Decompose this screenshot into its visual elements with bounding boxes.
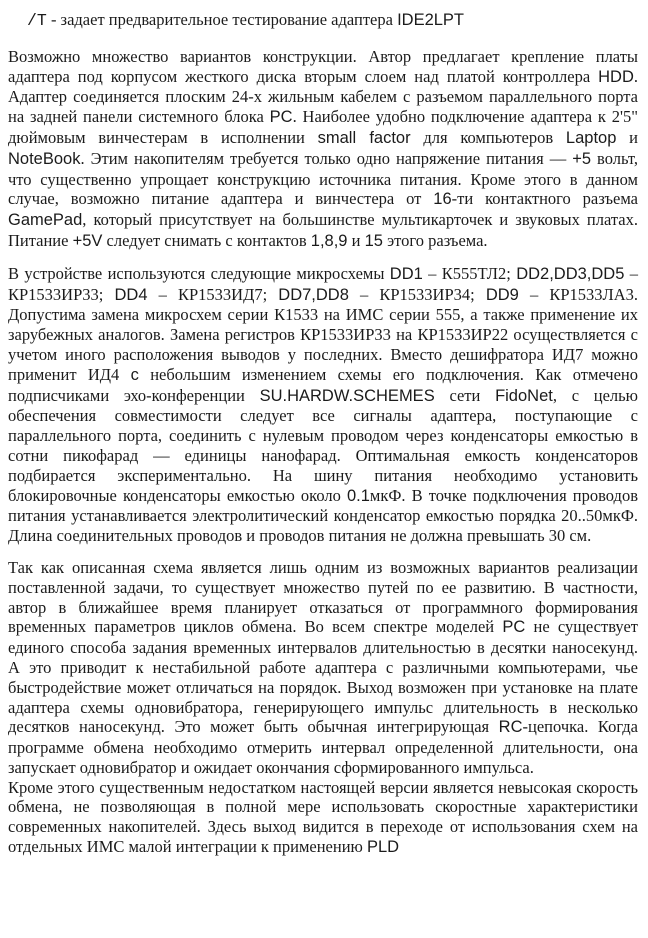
- text-run-serif: – КР1533ЛА3. Допустима замена микросхем серии К1533 на ИМС серии 555, а также применение их зарубежных аналогов. Замена регистров КР1533ИР33 на КР1533ИР22 осуществляется с учетом иного расположения выводов у последних. Вместо дешифратора ИД7 можно применит ИД4: [8, 284, 639, 384]
- text-run-serif: сети: [434, 385, 496, 405]
- text-run-sans: PLD: [366, 838, 400, 857]
- paragraph-speed-limitations: [8, 778, 638, 858]
- text-run-serif: небольшим изменением схемы его подключения. Как отмечено подписчиками эхо-конференции: [8, 364, 639, 405]
- paragraph-chip-list: [8, 264, 638, 546]
- text-run-sans: DD7,DD8: [278, 285, 349, 304]
- text-run-serif: не существует единого способа задания временных интервалов длительностью в десятки наносекунд. А это приводит к нестабильной работе адаптера с различными компьютерами, чье быстродействие может отличаться на порядок. Выход возможен при установке на плате адаптера схемы одновибратора, генерирующего импульс длительность в несколько десятков наносекунд. Это может быть обычная интегрирующая: [8, 617, 638, 737]
- text-run-serif: следует снимать с контактов: [102, 230, 311, 250]
- text-run-serif: – КР1533ИР34;: [348, 284, 486, 304]
- text-run-sans: 0.1: [346, 486, 370, 505]
- text-run-serif: и: [616, 127, 638, 147]
- text-run-serif: Так как описанная схема является лишь одним из возможных вариантов реализации поставленной задачи, то существует множество путей по ее развитию. В частности, автор в ближайшее время планирует отказаться от программного формирования временных параметров циклов обмена. Во всем спектре моделей: [8, 557, 638, 637]
- text-run-serif: вольт, что существенно упрощает конструкцию источника питания. Кроме этого в данном случае, возможно питание адаптера и винчестера от: [8, 148, 638, 209]
- text-run-serif: - задает предварительное тестирование адаптера: [46, 10, 398, 29]
- text-run-sans: +5V: [72, 231, 103, 250]
- text-run-serif: В устройстве используются следующие микросхемы: [8, 263, 390, 283]
- switch-description-line: [8, 10, 638, 31]
- text-run-sans: RC: [498, 718, 523, 737]
- paragraph-future-development: [8, 558, 638, 778]
- text-run-sans: PC: [502, 618, 526, 637]
- text-run-sans: PC: [269, 108, 293, 127]
- text-run-serif: для компьютеров: [410, 127, 566, 147]
- text-run-sans: 16: [433, 190, 452, 209]
- text-run-serif: Возможно множество вариантов конструкции. Автор предлагает крепление платы адаптера под корпусом жесткого диска вторым слоем над платой контроллера: [8, 46, 638, 86]
- text-run-sans: DD4: [114, 285, 148, 304]
- text-run-serif: – КР1533ИР33;: [8, 263, 638, 304]
- text-run-sans: +5: [572, 149, 592, 168]
- text-run-serif: – К555ТЛ2;: [422, 263, 517, 283]
- text-run-serif: . Этим накопителям требуется только одно напряжение питания —: [80, 148, 573, 168]
- text-run-sans: IDE2LPT: [397, 11, 465, 29]
- text-run-sans: HDD: [598, 67, 634, 86]
- text-run-sans: FidoNet: [495, 386, 553, 405]
- text-run-serif: -цепочка. Когда программе обмена необходимо отмерить интервал определенной длительности, она запускает одновибратор и ожидает окончания сформированного импульса.: [8, 717, 638, 777]
- text-run-sans: DD9: [485, 285, 519, 304]
- text-run-sans: с: [130, 365, 139, 384]
- text-run-serif: и: [347, 230, 365, 250]
- text-run-sans: 15: [364, 231, 383, 250]
- text-run-serif: – КР1533ИД7;: [147, 284, 279, 304]
- text-run-serif: Кроме этого существенным недостатком настоящей версии является невысокая скорость обмена, не позволяющая в полной мере использовать скоростные характеристики современных накопителей. Здесь выход видится в переходе от использования схем на отдельных ИМС малой интеграции к применению: [8, 777, 638, 857]
- text-run-sans: NoteBook: [8, 149, 81, 168]
- text-run-serif: мкФ. В точке подключения проводов питания устанавливается электролитический конденсатор емкостью порядка 20..50мкФ. Длина соединительных проводов и проводов питания не должна превышать 30 см.: [8, 485, 638, 546]
- text-run-sans: DD2,DD3,DD5: [516, 264, 625, 283]
- text-run-sans: 1,8,9: [310, 231, 348, 250]
- text-run-serif: . Наиболее удобно подключение адаптера к 2'5" дюймовым винчестерам в исполнении: [8, 107, 638, 147]
- text-run-serif: . Адаптер соединяется плоским 24-х жильным кабелем с разъемом параллельного порта на задней панели системного блока: [8, 66, 638, 127]
- text-run-sans: GamePad: [8, 211, 83, 230]
- text-run-sans: small factor: [317, 128, 411, 147]
- text-run-sans: DD1: [389, 264, 423, 283]
- paragraph-design-variants: [8, 47, 638, 252]
- text-run-mono: /T: [27, 11, 47, 30]
- text-run-serif: -ти контактного разъема: [451, 189, 639, 209]
- text-run-sans: Laptop: [565, 128, 617, 147]
- text-run-serif: , с целью обеспечения совместимости следует все сигналы адаптера, поступающие с параллельного порта, соединить с нулевым проводом через конденсаторы емкостью в сотни пикофарад — единицы нанофарад. Оптимальная емкость конденсаторов подбирается экспериментально. На шину питания необходимо установить блокировочные конденсаторы емкостью около: [8, 385, 638, 505]
- text-run-serif: этого разъема.: [382, 230, 488, 250]
- text-run-serif: , который присутствует на большинстве мультикарточек и звуковых платах. Питание: [8, 210, 638, 250]
- text-run-sans: SU.HARDW.SCHEMES: [259, 386, 435, 405]
